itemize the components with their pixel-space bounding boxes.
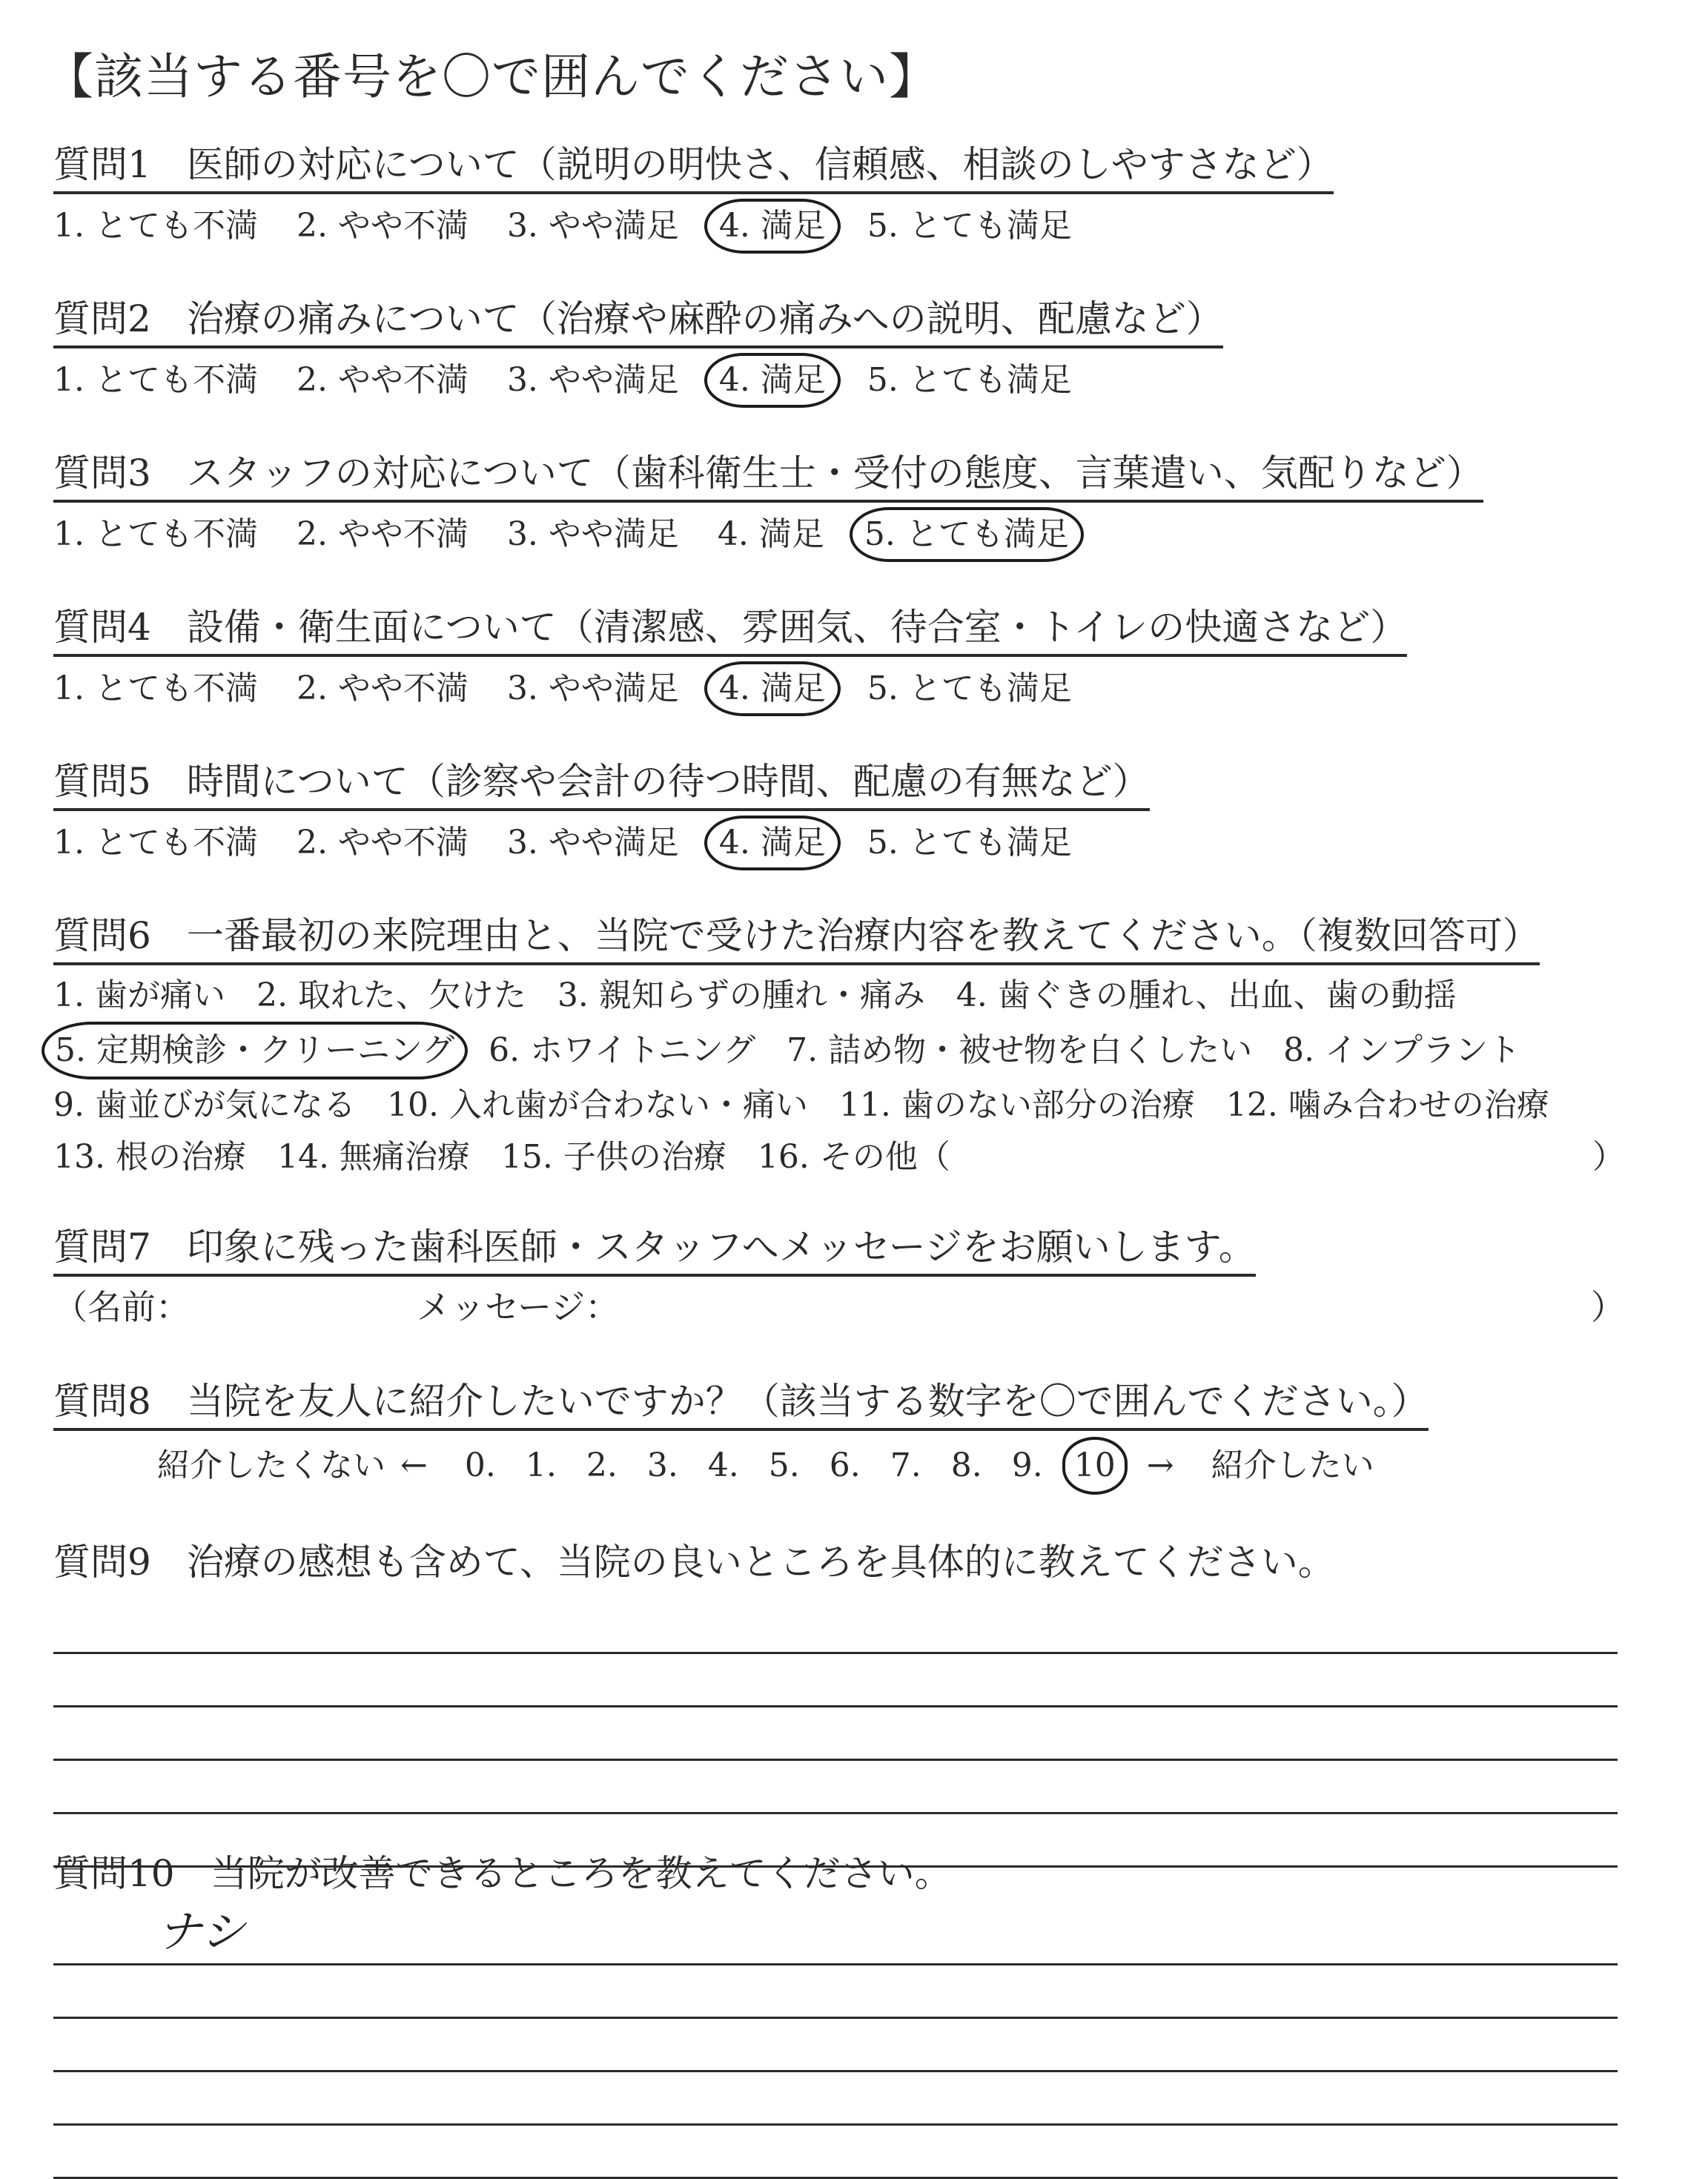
question-9 [53,1538,1625,1868]
scale-number[interactable]: 10 [1062,1437,1128,1495]
question-text: 設備・衛生面について（清潔感、雰囲気、待合室・トイレの快適さなど） [186,606,1408,649]
option-2[interactable]: 2. やや不満 [296,361,469,399]
question-title [53,1850,952,1900]
option-2[interactable]: 2. やや不満 [296,669,469,707]
option-1[interactable]: 1. とても不満 [53,361,258,399]
question-label: 質問8 [53,1380,151,1423]
question-text: 治療の感想も含めて、当院の良いところを具体的に教えてください。 [186,1541,1335,1584]
option-5[interactable]: 5. とても満足 [867,824,1072,862]
option-4[interactable]: 4. 満足 [704,199,841,254]
question-label: 質問6 [53,914,151,957]
option-3[interactable]: 3. やや満足 [506,669,679,707]
option-row [53,1131,1625,1183]
option-1[interactable]: 1. とても不満 [53,207,258,245]
scale-number[interactable]: 0. [464,1446,496,1484]
answer-line[interactable] [53,2126,1618,2179]
answer-options [53,661,1625,716]
question-title [53,449,1483,503]
treatment-option[interactable]: 11. 歯のない部分の治療 [838,1086,1195,1124]
treatment-option[interactable]: 4. 歯ぐきの腫れ、出血、歯の動揺 [956,976,1457,1014]
question-label: 質問7 [53,1226,151,1269]
answer-line[interactable] [53,1906,1618,1965]
question-text: 時間について（診察や会計の待つ時間、配慮の有無など） [186,760,1150,803]
question-text: 一番最初の来院理由と、当院で受けた治療内容を教えてください。（複数回答可） [186,914,1540,957]
recommend-scale [157,1437,1625,1495]
left-arrow-icon: ← [400,1446,428,1484]
question-4 [53,604,1625,716]
page-header: 【該当する番号を〇で囲んでください】 [44,48,939,105]
question-text: 当院が改善できるところを教えてください。 [210,1852,952,1895]
scale-number[interactable]: 8. [950,1446,982,1484]
answer-line[interactable] [53,1707,1618,1761]
treatment-option[interactable]: 6. ホワイトニング [489,1031,756,1069]
scale-number[interactable]: 1. [525,1446,557,1484]
option-4[interactable]: 4. 満足 [704,661,841,716]
scale-number[interactable]: 9. [1011,1446,1043,1484]
answer-lines[interactable] [53,1601,1625,1868]
treatment-option[interactable]: 14. 無痛治療 [277,1138,470,1176]
question-title [53,141,1334,194]
question-label: 質問10 [53,1852,175,1895]
question-title [53,912,1540,965]
treatment-option[interactable]: 9. 歯並びが気になる [53,1086,356,1124]
treatment-options [53,970,1625,1183]
scale-number[interactable]: 3. [646,1446,678,1484]
left-label: 紹介したくない [157,1446,385,1484]
option-1[interactable]: 1. とても不満 [53,824,258,862]
treatment-option[interactable]: 5. 定期検診・クリーニング [42,1022,468,1079]
question-title [53,1538,1335,1589]
option-2[interactable]: 2. やや不満 [296,207,469,245]
answer-line[interactable] [53,1601,1618,1654]
question-text: 治療の痛みについて（治療や麻酔の痛みへの説明、配慮など） [186,297,1223,340]
option-1[interactable]: 1. とても不満 [53,515,258,553]
scale-number[interactable]: 7. [890,1446,921,1484]
option-4[interactable]: 4. 満足 [704,816,841,870]
question-8 [53,1378,1625,1495]
option-3[interactable]: 3. やや満足 [506,824,679,862]
treatment-option[interactable]: 15. 子供の治療 [500,1138,726,1176]
option-3[interactable]: 3. やや満足 [506,207,679,245]
question-title [53,604,1407,657]
question-7 [53,1223,1625,1332]
treatment-option[interactable]: 1. 歯が痛い [53,976,225,1014]
treatment-option[interactable]: 10. 入れ歯が合わない・痛い [386,1086,808,1124]
question-label: 質問2 [53,297,151,340]
question-text: 印象に残った歯科医師・スタッフへメッセージをお願いします。 [186,1226,1256,1269]
scale-number[interactable]: 2. [586,1446,618,1484]
option-3[interactable]: 3. やや満足 [506,515,679,553]
scale-number[interactable]: 4. [707,1446,739,1484]
treatment-option[interactable]: 16. その他（ [757,1138,950,1176]
treatment-option[interactable]: 8. インプラント [1283,1031,1521,1069]
message-field[interactable] [53,1283,1625,1332]
answer-options [53,507,1625,562]
treatment-option[interactable]: 13. 根の治療 [53,1138,246,1176]
question-10 [53,1850,1625,2179]
answer-options [53,199,1625,254]
right-label: 紹介したい [1211,1446,1374,1484]
option-2[interactable]: 2. やや不満 [296,515,469,553]
question-6 [53,912,1625,1183]
answer-line[interactable] [53,2072,1618,2126]
name-label: （名前： [53,1287,190,1327]
question-3 [53,449,1625,562]
question-label: 質問1 [53,143,151,186]
question-label: 質問4 [53,606,151,649]
answer-line[interactable] [53,1654,1618,1707]
treatment-option[interactable]: 2. 取れた、欠けた [256,976,526,1014]
option-5[interactable]: 5. とても満足 [850,507,1084,562]
answer-options [53,816,1625,870]
option-row [53,970,1625,1022]
treatment-option[interactable]: 7. 詰め物・被せ物を白くしたい [787,1031,1253,1069]
answer-lines[interactable] [53,1906,1625,2179]
question-label: 質問3 [53,452,151,495]
question-text: スタッフの対応について（歯科衛生士・受付の態度、言葉遣い、気配りなど） [186,452,1483,495]
close-paren: ） [1592,1138,1625,1176]
question-5 [53,758,1625,870]
question-title [53,1378,1429,1431]
question-1 [53,141,1625,254]
right-arrow-icon: → [1146,1446,1174,1484]
scale-number[interactable]: 5. [768,1446,800,1484]
option-5[interactable]: 5. とても満足 [867,361,1072,399]
option-5[interactable]: 5. とても満足 [867,207,1072,245]
close-paren: ） [1591,1287,1625,1327]
question-2 [53,295,1625,408]
answer-line[interactable] [53,1761,1618,1814]
option-1[interactable]: 1. とても不満 [53,669,258,707]
answer-options [53,353,1625,408]
option-row [53,1022,1625,1079]
option-5[interactable]: 5. とても満足 [867,669,1072,707]
treatment-option[interactable]: 3. 親知らずの腫れ・痛み [557,976,925,1014]
option-3[interactable]: 3. やや満足 [506,361,679,399]
question-text: 当院を友人に紹介したいですか？（該当する数字を〇で囲んでください。） [186,1380,1429,1423]
question-title [53,1223,1256,1277]
answer-line[interactable] [53,1965,1618,2019]
question-title [53,295,1223,348]
question-label: 質問5 [53,760,151,803]
question-label: 質問9 [53,1541,151,1584]
handwritten-answer: ナシ [157,1906,245,1958]
answer-line[interactable] [53,2019,1618,2072]
scale-number[interactable]: 6. [829,1446,861,1484]
option-2[interactable]: 2. やや不満 [296,824,469,862]
option-row [53,1079,1625,1131]
message-label: メッセージ： [417,1287,620,1327]
option-4[interactable]: 4. 満足 [704,353,841,408]
option-4[interactable]: 4. 満足 [717,515,824,553]
question-text: 医師の対応について（説明の明快さ、信頼感、相談のしやすさなど） [186,143,1334,186]
question-title [53,758,1150,811]
treatment-option[interactable]: 12. 噛み合わせの治療 [1225,1086,1549,1124]
